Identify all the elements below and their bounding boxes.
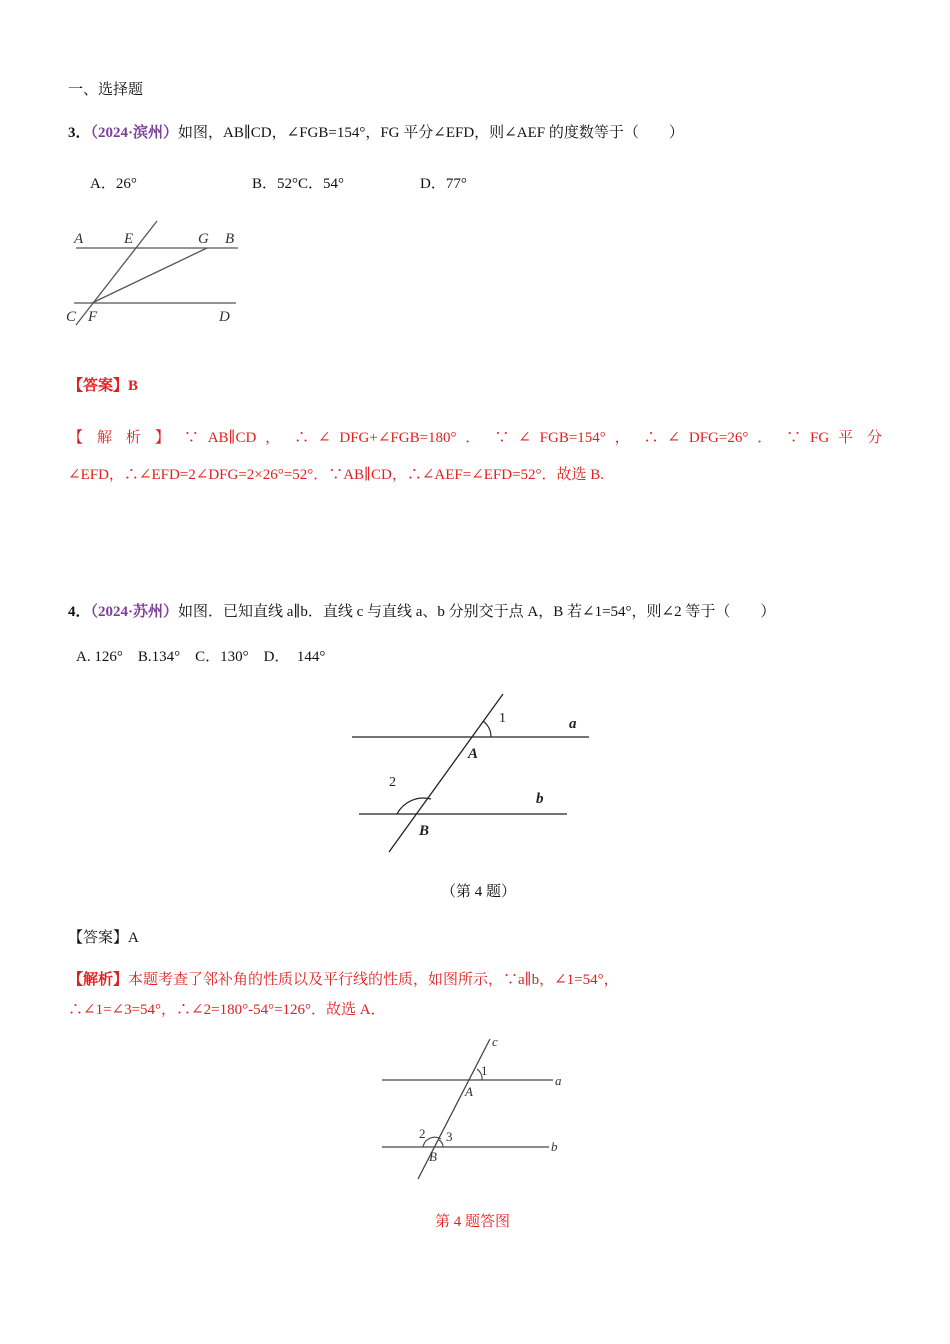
answer-figure: [375, 1030, 575, 1185]
line-b-label: b: [551, 1139, 558, 1154]
answer-figure-caption: 第 4 题答图: [435, 1214, 511, 1230]
question-number: 3．: [68, 125, 91, 141]
label-A: A: [74, 231, 84, 247]
label-D: D: [219, 309, 230, 325]
analysis-text: 本题考查了邻补角的性质以及平行线的性质，如图所示，∵a∥b，∠1=54°，: [128, 972, 619, 988]
answer-label: 【答案】A: [68, 930, 139, 946]
analysis-line: ∴∠1=∠3=54°，∴∠2=180°-54°=126°．故选 A．: [68, 1002, 386, 1018]
label-B: B: [225, 231, 235, 247]
question-text: 如图．已知直线 a∥b．直线 c 与直线 a、b 分别交于点 A，B 若∠1=54°，则∠2 等于（ ）: [178, 604, 776, 620]
option-d: D．77°: [420, 176, 467, 192]
angle-1-label: 1: [499, 711, 506, 726]
point-B-label: B: [419, 823, 430, 839]
question-4-figure: [345, 688, 600, 858]
question-source: （2024·滨州）: [90, 125, 179, 141]
point-A-label: A: [468, 746, 479, 762]
angle-2-label: 2: [419, 1126, 426, 1141]
angle-3-label: 3: [446, 1129, 453, 1144]
figure-caption: （第 4 题）: [441, 884, 517, 900]
section-title: 一、选择题: [68, 82, 144, 98]
question-4-stem: [68, 600, 775, 621]
label-G: G: [198, 231, 209, 247]
angle-2-label: 2: [389, 775, 396, 790]
option-b: B．52°C．54°: [252, 176, 345, 192]
label-F: F: [88, 309, 98, 325]
line-b-label: b: [536, 791, 544, 807]
analysis-line: 【 解 析 】 ∵ AB∥CD ， ∴ ∠ DFG+∠FGB=180° ． ∵ ∠ FGB=154° ， ∴ ∠ DFG=26° ． ∵ FG 平 分: [68, 430, 882, 446]
question-number: 4．: [68, 604, 91, 620]
question-text: 如图，AB∥CD，∠FGB=154°，FG 平分∠EFD，则∠AEF 的度数等于（ ）: [178, 125, 684, 141]
question-4-options: A. 126° B.134° C．130° D． 144°: [76, 649, 326, 665]
analysis-line: ∠EFD，∴∠EFD=2∠DFG=2×26°=52°．∵AB∥CD，∴∠AEF=∠EFD=52°．故选 B.: [68, 467, 605, 483]
answer-label: 【答案】B: [68, 378, 139, 394]
angle-1-label: 1: [481, 1063, 488, 1078]
point-B-label: B: [429, 1149, 437, 1164]
option-a: A．26°: [90, 176, 137, 192]
point-A-label: A: [465, 1084, 473, 1099]
line-a-label: a: [555, 1073, 562, 1088]
line-c-label: c: [492, 1034, 498, 1049]
label-C: C: [66, 309, 77, 325]
analysis-tag: 【解析】: [68, 972, 129, 988]
line-a-label: a: [569, 716, 577, 732]
question-source: （2024·苏州）: [90, 604, 179, 620]
analysis-line: [68, 968, 619, 989]
label-E: E: [124, 231, 134, 247]
question-3-stem: [68, 121, 684, 142]
question-3-figure: [62, 215, 252, 330]
